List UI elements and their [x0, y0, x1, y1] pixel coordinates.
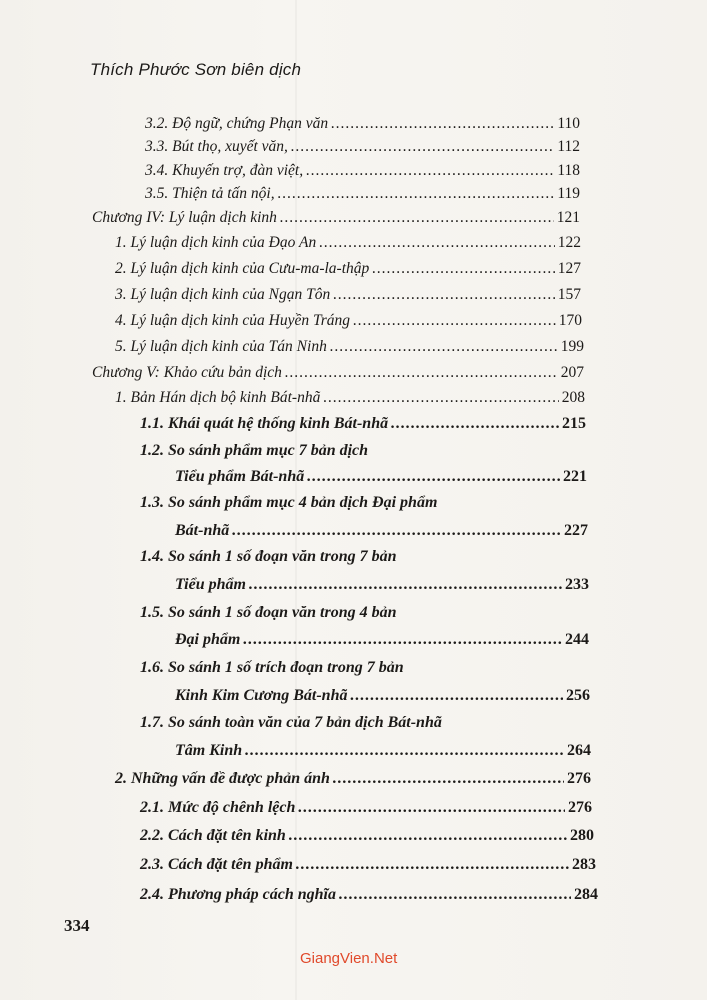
toc-entry-title: 1.5. So sánh 1 số đoạn văn trong 4 bản — [140, 604, 397, 621]
toc-entry: 2.4. Phương pháp cách nghĩa ..... 284 — [140, 886, 598, 904]
toc-entry-title: 1.3. So sánh phẩm mục 4 bản dịch Đại phẩm — [140, 494, 438, 511]
toc-chapter-entry: Chương IV: Lý luận dịch kinh ..... 121 — [92, 209, 580, 227]
toc-entry-title: 1.7. So sánh toàn văn của 7 bản dịch Bát-nhã — [140, 714, 442, 731]
toc-entry: Tâm Kinh ..... 264 — [175, 742, 591, 760]
toc-entry: Bát-nhã ..... 227 — [175, 522, 588, 540]
toc-entry: 4. Lý luận dịch kinh của Huyền Tráng ..... 170 — [115, 312, 582, 330]
toc-entry: 1. Bản Hán dịch bộ kinh Bát-nhã ..... 208 — [115, 389, 585, 407]
toc-entry-title: 1.6. So sánh 1 số trích đoạn trong 7 bản — [140, 659, 404, 676]
toc-entry: 2. Những vấn đề được phản ánh ..... 276 — [115, 770, 591, 788]
toc-entry: 2.2. Cách đặt tên kinh ..... 280 — [140, 827, 594, 845]
watermark-text: GiangVien.Net — [300, 950, 398, 967]
toc-entry: Tiểu phẩm ..... 233 — [175, 576, 589, 594]
toc-entry: Đại phẩm ..... 244 — [175, 631, 589, 649]
toc-entry: 5. Lý luận dịch kinh của Tán Ninh ..... 199 — [115, 338, 584, 356]
toc-entry: Kinh Kim Cương Bát-nhã ..... 256 — [175, 687, 590, 705]
toc-entry: 1. Lý luận dịch kinh của Đạo An ..... 122 — [115, 234, 581, 252]
page-number: 334 — [64, 916, 90, 935]
toc-entry: 2.3. Cách đặt tên phẩm ..... 283 — [140, 856, 596, 874]
toc-entry: 3.4. Khuyến trợ, đàn việt, ..... 118 — [145, 162, 580, 180]
toc-entry-title: 1.2. So sánh phẩm mục 7 bản dịch — [140, 442, 369, 459]
toc-entry: 3.2. Độ ngữ, chứng Phạn văn ..... 110 — [145, 115, 580, 133]
toc-entry: 3.3. Bút thọ, xuyết văn, ..... 112 — [145, 138, 580, 156]
toc-entry: 3.5. Thiện tả tấn nội, ..... 119 — [145, 185, 580, 203]
toc-entry: 3. Lý luận dịch kinh của Ngạn Tôn ..... 157 — [115, 286, 581, 304]
toc-entry: 2.1. Mức độ chênh lệch ..... 276 — [140, 799, 592, 817]
toc-chapter-entry: Chương V: Khảo cứu bản dịch ..... 207 — [92, 364, 584, 382]
toc-entry: 1.1. Khái quát hệ thống kinh Bát-nhã ..... 215 — [140, 415, 586, 433]
toc-entry: 2. Lý luận dịch kinh của Cưu-ma-la-thập ..... 127 — [115, 260, 581, 278]
running-head: Thích Phước Sơn biên dịch — [90, 60, 302, 79]
toc-entry-title: 1.4. So sánh 1 số đoạn văn trong 7 bản — [140, 548, 397, 565]
toc-entry: Tiểu phẩm Bát-nhã ..... 221 — [175, 468, 587, 486]
